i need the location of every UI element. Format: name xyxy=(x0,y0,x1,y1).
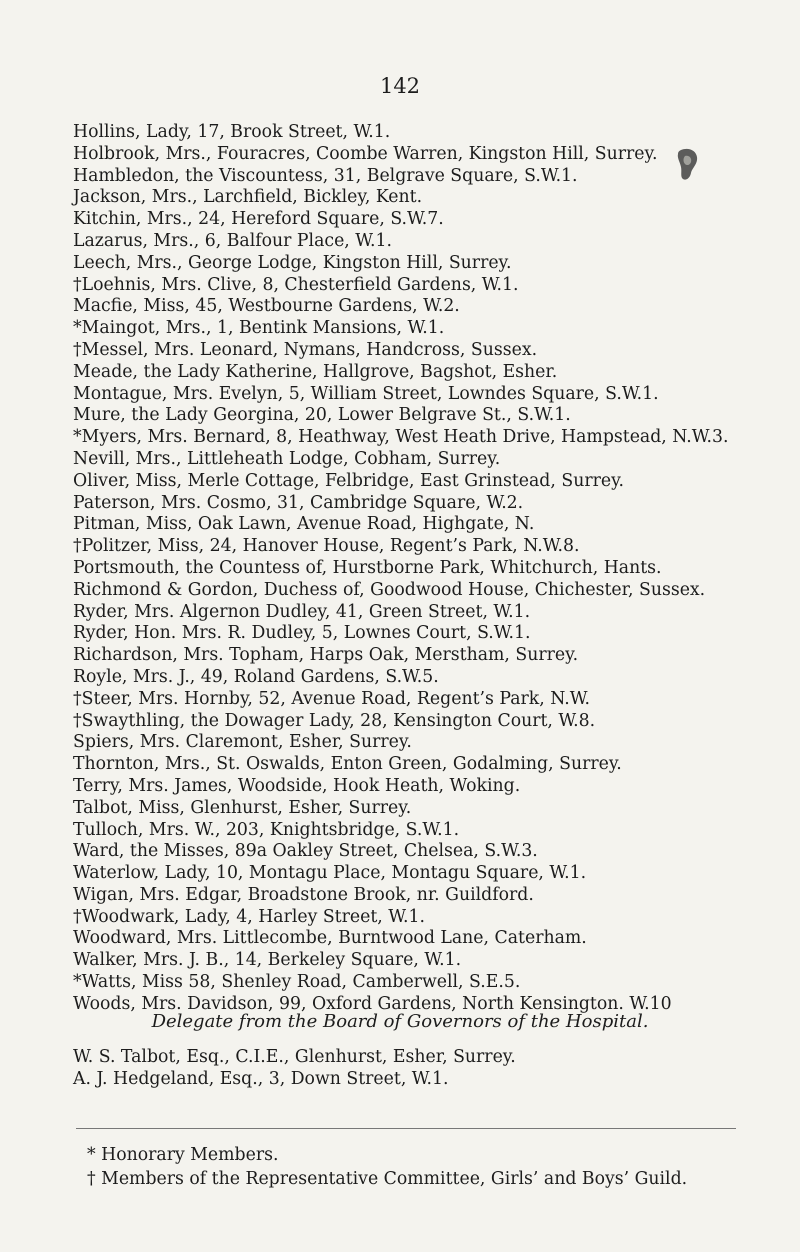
footnote-committee: † Members of the Representative Committee, Girls’ and Boys’ Guild. xyxy=(87,1169,688,1189)
library-stamp-mark xyxy=(675,146,701,184)
member-entry: Ward, the Misses, 89a Oakley Street, Chelsea, S.W.3. xyxy=(73,841,538,862)
member-entry: Lazarus, Mrs., 6, Balfour Place, W.1. xyxy=(73,230,393,251)
member-entry: Woods, Mrs. Davidson, 99, Oxford Gardens, North Kensington. W.10 xyxy=(73,993,672,1014)
member-entry: Royle, Mrs. J., 49, Roland Gardens, S.W.5. xyxy=(73,666,439,687)
member-entry: Montague, Mrs. Evelyn, 5, William Street, Lowndes Square, S.W.1. xyxy=(73,383,659,404)
footnote-divider xyxy=(76,1128,736,1129)
member-entry: †Steer, Mrs. Hornby, 52, Avenue Road, Regent’s Park, N.W. xyxy=(73,688,590,709)
footnotes xyxy=(87,1143,787,1191)
member-entry: *Myers, Mrs. Bernard, 8, Heathway, West Heath Drive, Hampstead, N.W.3. xyxy=(73,427,729,448)
member-entry: Walker, Mrs. J. B., 14, Berkeley Square, W.1. xyxy=(73,950,462,971)
member-entry: Hollins, Lady, 17, Brook Street, W.1. xyxy=(73,122,391,142)
delegate-heading: Delegate from the Board of Governors of the Hospital. xyxy=(151,1011,649,1032)
footnote-honorary: * Honorary Members. xyxy=(87,1145,279,1165)
member-entry: Macfie, Miss, 45, Westbourne Gardens, W.2. xyxy=(73,296,460,317)
member-entry: Hambledon, the Viscountess, 31, Belgrave Square, S.W.1. xyxy=(73,165,578,186)
delegate-entry: A. J. Hedgeland, Esq., 3, Down Street, W.1. xyxy=(73,1069,449,1089)
member-entry: Richardson, Mrs. Topham, Harps Oak, Merstham, Surrey. xyxy=(73,645,579,666)
member-entry: Holbrook, Mrs., Fouracres, Coombe Warren, Kingston Hill, Surrey. xyxy=(73,143,658,164)
member-entry: Terry, Mrs. James, Woodside, Hook Heath, Woking. xyxy=(73,775,521,796)
member-entry: Nevill, Mrs., Littleheath Lodge, Cobham, Surrey. xyxy=(73,448,501,469)
member-list xyxy=(73,122,793,1016)
member-entry: †Messel, Mrs. Leonard, Nymans, Handcross, Sussex. xyxy=(73,339,538,360)
member-entry: *Watts, Miss 58, Shenley Road, Camberwell, S.E.5. xyxy=(73,972,521,993)
member-entry: *Maingot, Mrs., 1, Bentink Mansions, W.1. xyxy=(73,318,445,339)
member-entry: Thornton, Mrs., St. Oswalds, Enton Green, Godalming, Surrey. xyxy=(73,754,622,775)
delegate-list xyxy=(73,1046,793,1090)
member-entry: Pitman, Miss, Oak Lawn, Avenue Road, Highgate, N. xyxy=(73,514,535,535)
delegate-entry: W. S. Talbot, Esq., C.I.E., Glenhurst, Esher, Surrey. xyxy=(73,1047,516,1067)
member-entry: Waterlow, Lady, 10, Montagu Place, Montagu Square, W.1. xyxy=(73,863,587,884)
member-entry: Spiers, Mrs. Claremont, Esher, Surrey. xyxy=(73,732,412,753)
member-entry: Oliver, Miss, Merle Cottage, Felbridge, East Grinstead, Surrey. xyxy=(73,470,625,491)
member-entry: †Loehnis, Mrs. Clive, 8, Chesterfield Gardens, W.1. xyxy=(73,274,519,295)
member-entry: Talbot, Miss, Glenhurst, Esher, Surrey. xyxy=(73,797,412,818)
member-entry: Jackson, Mrs., Larchfield, Bickley, Kent. xyxy=(73,187,423,208)
member-entry: Leech, Mrs., George Lodge, Kingston Hill, Surrey. xyxy=(73,252,512,273)
member-entry: Richmond & Gordon, Duchess of, Goodwood House, Chichester, Sussex. xyxy=(73,579,706,600)
member-entry: Ryder, Mrs. Algernon Dudley, 41, Green Street, W.1. xyxy=(73,601,531,622)
member-entry: Portsmouth, the Countess of, Hurstborne Park, Whitchurch, Hants. xyxy=(73,557,662,578)
member-entry: Ryder, Hon. Mrs. R. Dudley, 5, Lownes Court, S.W.1. xyxy=(73,623,531,644)
member-entry: Mure, the Lady Georgina, 20, Lower Belgrave St., S.W.1. xyxy=(73,405,571,426)
member-entry: Paterson, Mrs. Cosmo, 31, Cambridge Square, W.2. xyxy=(73,492,524,513)
member-entry: †Woodwark, Lady, 4, Harley Street, W.1. xyxy=(73,906,425,927)
member-entry: †Politzer, Miss, 24, Hanover House, Regent’s Park, N.W.8. xyxy=(73,536,580,557)
member-entry: †Swaythling, the Dowager Lady, 28, Kensington Court, W.8. xyxy=(73,710,596,731)
member-entry: Woodward, Mrs. Littlecombe, Burntwood Lane, Caterham. xyxy=(73,928,587,949)
member-entry: Wigan, Mrs. Edgar, Broadstone Brook, nr. Guildford. xyxy=(73,884,534,905)
member-entry: Kitchin, Mrs., 24, Hereford Square, S.W.7. xyxy=(73,209,444,230)
member-entry: Meade, the Lady Katherine, Hallgrove, Bagshot, Esher. xyxy=(73,361,558,382)
page-number: 142 xyxy=(379,74,421,98)
member-entry: Tulloch, Mrs. W., 203, Knightsbridge, S.W.1. xyxy=(73,819,460,840)
